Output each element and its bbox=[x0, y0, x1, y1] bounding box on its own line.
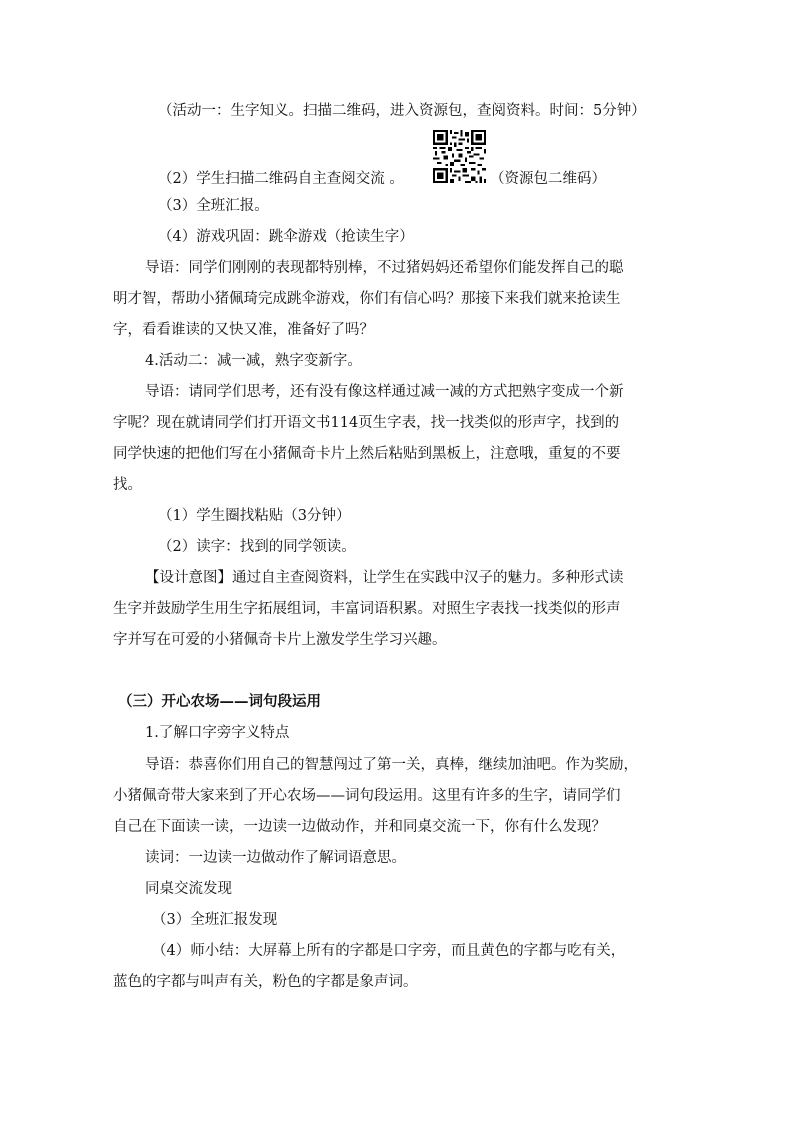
text-line: 【设计意图】通过自主查阅资料，让学生在实践中汉子的魅力。多种形式读 bbox=[145, 570, 624, 586]
text-line: （活动一：生字知义。扫描二维码，进入资源包，查阅资料。时间：5分钟） bbox=[158, 103, 646, 119]
text-line: 读词：一边读一边做动作了解词语意思。 bbox=[145, 850, 406, 866]
text-line: 明才智，帮助小猪佩琦完成跳伞游戏，你们有信心吗？那接下来我们就来抢读生 bbox=[113, 291, 621, 307]
subsection-heading: 1.了解口字旁字义特点 bbox=[145, 725, 290, 741]
text-line: 生字并鼓励学生用生字拓展组词，丰富词语积累。对照生字表找一找类似的形声 bbox=[113, 601, 621, 617]
text-line: 小猪佩奇带大家来到了开心农场——词句段运用。这里有许多的生字，请同学们 bbox=[113, 788, 621, 804]
text-line: （4）游戏巩固：跳伞游戏（抢读生字） bbox=[158, 229, 414, 245]
text-line: 导语：恭喜你们用自己的智慧闯过了第一关，真棒，继续加油吧。作为奖励， bbox=[145, 757, 638, 773]
text-line: 找。 bbox=[113, 477, 142, 493]
text-line: 蓝色的字都与叫声有关，粉色的字都是象声词。 bbox=[113, 974, 418, 990]
text-line: 导语：同学们刚刚的表现都特别棒，不过猪妈妈还希望你们能发挥自己的聪 bbox=[145, 260, 624, 276]
text-line: （3）全班汇报发现 bbox=[152, 912, 278, 928]
qr-code-icon bbox=[433, 130, 486, 183]
text-line: 同桌交流发现 bbox=[145, 881, 232, 897]
text-line: （3）全班汇报。 bbox=[158, 198, 269, 214]
text-line: 自己在下面读一读，一边读一边做动作，并和同桌交流一下，你有什么发现？ bbox=[113, 819, 606, 835]
text-line: 字，看看谁读的又快又准，准备好了吗？ bbox=[113, 322, 374, 338]
text-line: （4）师小结：大屏幕上所有的字都是口字旁，而且黄色的字都与吃有关， bbox=[152, 943, 626, 959]
section-heading: （三）开心农场——词句段运用 bbox=[118, 693, 321, 710]
text-line: 导语：请同学们思考，还有没有像这样通过减一减的方式把熟字变成一个新 bbox=[145, 384, 624, 400]
text-line: （1）学生圈找粘贴（3分钟） bbox=[158, 508, 351, 524]
text-line: 字呢？现在就请同学们打开语文书114页生字表，找一找类似的形声字，找到的 bbox=[113, 415, 620, 431]
qr-code-caption: （资源包二维码） bbox=[490, 171, 606, 187]
text-line: （2）读字：找到的同学领读。 bbox=[158, 539, 356, 555]
text-line: 4.活动二：减一减，熟字变新字。 bbox=[145, 353, 362, 369]
text-line: 字并写在可爱的小猪佩奇卡片上激发学生学习兴趣。 bbox=[113, 632, 447, 648]
text-line: （2）学生扫描二维码自主查阅交流 。 bbox=[158, 171, 404, 187]
text-line: 同学快速的把他们写在小猪佩奇卡片上然后粘贴到黑板上，注意哦，重复的不要 bbox=[113, 446, 621, 462]
